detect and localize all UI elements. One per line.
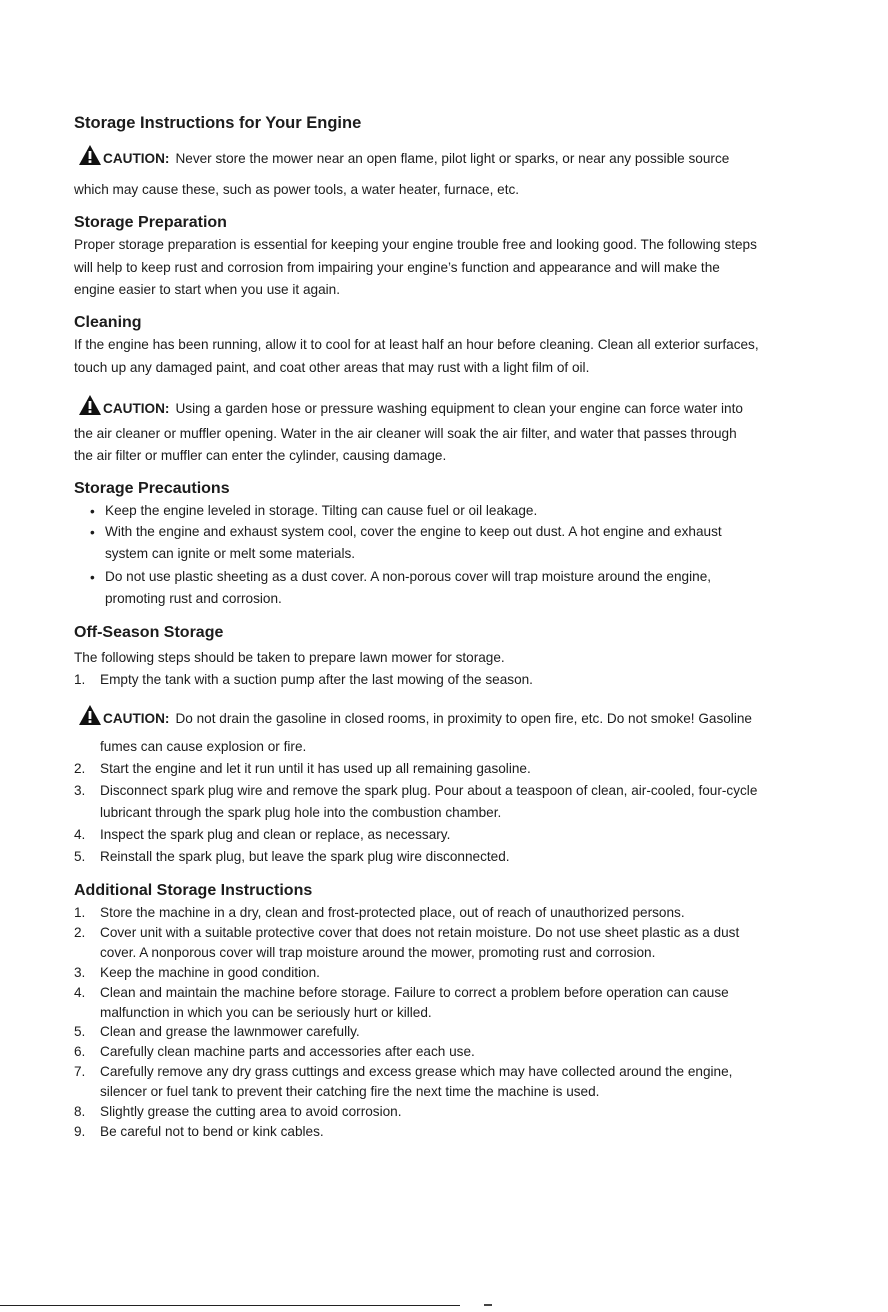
bullet-item: Keep the engine leveled in storage. Tilting can cause fuel or oil leakage. <box>105 503 538 518</box>
list-item: Clean and maintain the machine before storage. Failure to correct a problem before operation can cause <box>100 985 729 1000</box>
list-number: 2. <box>74 761 86 776</box>
list-item-cont: malfunction in which you can be seriously hurt or killed. <box>100 1005 432 1020</box>
warning-triangle-icon <box>78 394 102 416</box>
list-number: 8. <box>74 1104 86 1119</box>
list-item: Reinstall the spark plug, but leave the spark plug wire disconnected. <box>100 849 510 864</box>
list-number: 4. <box>74 827 86 842</box>
warning-triangle-icon <box>78 144 102 166</box>
list-number: 9. <box>74 1124 86 1139</box>
list-item: Cover unit with a suitable protective cover that does not retain moisture. Do not use sheet plastic as a dust <box>100 925 740 940</box>
list-number: 5. <box>74 849 86 864</box>
list-number: 1. <box>74 672 86 687</box>
bullet-marker: • <box>90 525 95 540</box>
caution-text: Never store the mower near an open flame, pilot light or sparks, or near any possible source <box>175 151 730 166</box>
list-number: 5. <box>74 1024 86 1039</box>
list-item: Start the engine and let it run until it has used up all remaining gasoline. <box>100 761 531 776</box>
bullet-item: With the engine and exhaust system cool, cover the engine to keep out dust. A hot engine and exhaust <box>105 524 722 539</box>
paragraph-line: Proper storage preparation is essential for keeping your engine trouble free and looking good. The following steps <box>74 237 757 252</box>
bullet-item-cont: system can ignite or melt some materials. <box>105 546 356 561</box>
warning-triangle-icon <box>78 704 102 726</box>
list-item: Disconnect spark plug wire and remove the spark plug. Pour about a teaspoon of clean, air-cooled, four-cycle <box>100 783 758 798</box>
caution-text-cont: which may cause these, such as power tools, a water heater, furnace, etc. <box>74 182 520 197</box>
section-heading-offseason: Off-Season Storage <box>74 624 224 641</box>
list-item-cont: lubricant through the spark plug hole into the combustion chamber. <box>100 805 502 820</box>
footer-mark <box>484 1304 492 1306</box>
page-title: Storage Instructions for Your Engine <box>74 114 362 132</box>
caution-text: Using a garden hose or pressure washing equipment to clean your engine can force water into <box>175 401 743 416</box>
bullet-marker: • <box>90 504 95 519</box>
paragraph-line: touch up any damaged paint, and coat other areas that may rust with a light film of oil. <box>74 360 590 375</box>
section-heading-precautions: Storage Precautions <box>74 480 230 497</box>
caution-water <box>78 394 743 416</box>
section-heading-cleaning: Cleaning <box>74 314 142 331</box>
list-item: Slightly grease the cutting area to avoid corrosion. <box>100 1104 402 1119</box>
caution-label: CAUTION: <box>103 151 170 166</box>
list-number: 3. <box>74 783 86 798</box>
list-item-cont: cover. A nonporous cover will trap moisture around the mower, promoting rust and corrosion. <box>100 945 656 960</box>
caution-fire <box>78 144 729 166</box>
caution-label: CAUTION: <box>103 711 170 726</box>
bullet-item: Do not use plastic sheeting as a dust cover. A non-porous cover will trap moisture around the engine, <box>105 569 712 584</box>
list-number: 7. <box>74 1064 86 1079</box>
caution-text-cont: fumes can cause explosion or fire. <box>100 739 307 754</box>
list-item: Carefully clean machine parts and accessories after each use. <box>100 1044 475 1059</box>
list-item: Inspect the spark plug and clean or replace, as necessary. <box>100 827 451 842</box>
paragraph-line: will help to keep rust and corrosion from impairing your engine’s function and appearance and will make the <box>74 260 720 275</box>
bullet-marker: • <box>90 570 95 585</box>
footer-rule <box>0 1305 460 1306</box>
caution-text-cont: the air filter or muffler can enter the cylinder, causing damage. <box>74 448 447 463</box>
list-number: 4. <box>74 985 86 1000</box>
caution-gasoline <box>78 704 752 726</box>
list-item: Carefully remove any dry grass cuttings and excess grease which may have collected around the engine, <box>100 1064 733 1079</box>
list-number: 6. <box>74 1044 86 1059</box>
section-heading-preparation: Storage Preparation <box>74 214 227 231</box>
list-number: 1. <box>74 905 86 920</box>
list-item: Keep the machine in good condition. <box>100 965 320 980</box>
bullet-item-cont: promoting rust and corrosion. <box>105 591 282 606</box>
paragraph-line: engine easier to start when you use it again. <box>74 282 341 297</box>
paragraph-line: The following steps should be taken to prepare lawn mower for storage. <box>74 650 505 665</box>
list-item: Be careful not to bend or kink cables. <box>100 1124 324 1139</box>
list-number: 3. <box>74 965 86 980</box>
list-item: Clean and grease the lawnmower carefully. <box>100 1024 360 1039</box>
list-number: 2. <box>74 925 86 940</box>
caution-text: Do not drain the gasoline in closed rooms, in proximity to open fire, etc. Do not smoke! Gasoline <box>175 711 752 726</box>
caution-text-cont: the air cleaner or muffler opening. Water in the air cleaner will soak the air filter, and water that passes through <box>74 426 737 441</box>
caution-label: CAUTION: <box>103 401 170 416</box>
list-item: Store the machine in a dry, clean and frost-protected place, out of reach of unauthorized persons. <box>100 905 685 920</box>
list-item: Empty the tank with a suction pump after the last mowing of the season. <box>100 672 533 687</box>
list-item-cont: silencer or fuel tank to prevent their catching fire the next time the machine is used. <box>100 1084 600 1099</box>
paragraph-line: If the engine has been running, allow it to cool for at least half an hour before cleaning. Clean all exterior surfaces, <box>74 337 759 352</box>
section-heading-additional: Additional Storage Instructions <box>74 882 313 899</box>
